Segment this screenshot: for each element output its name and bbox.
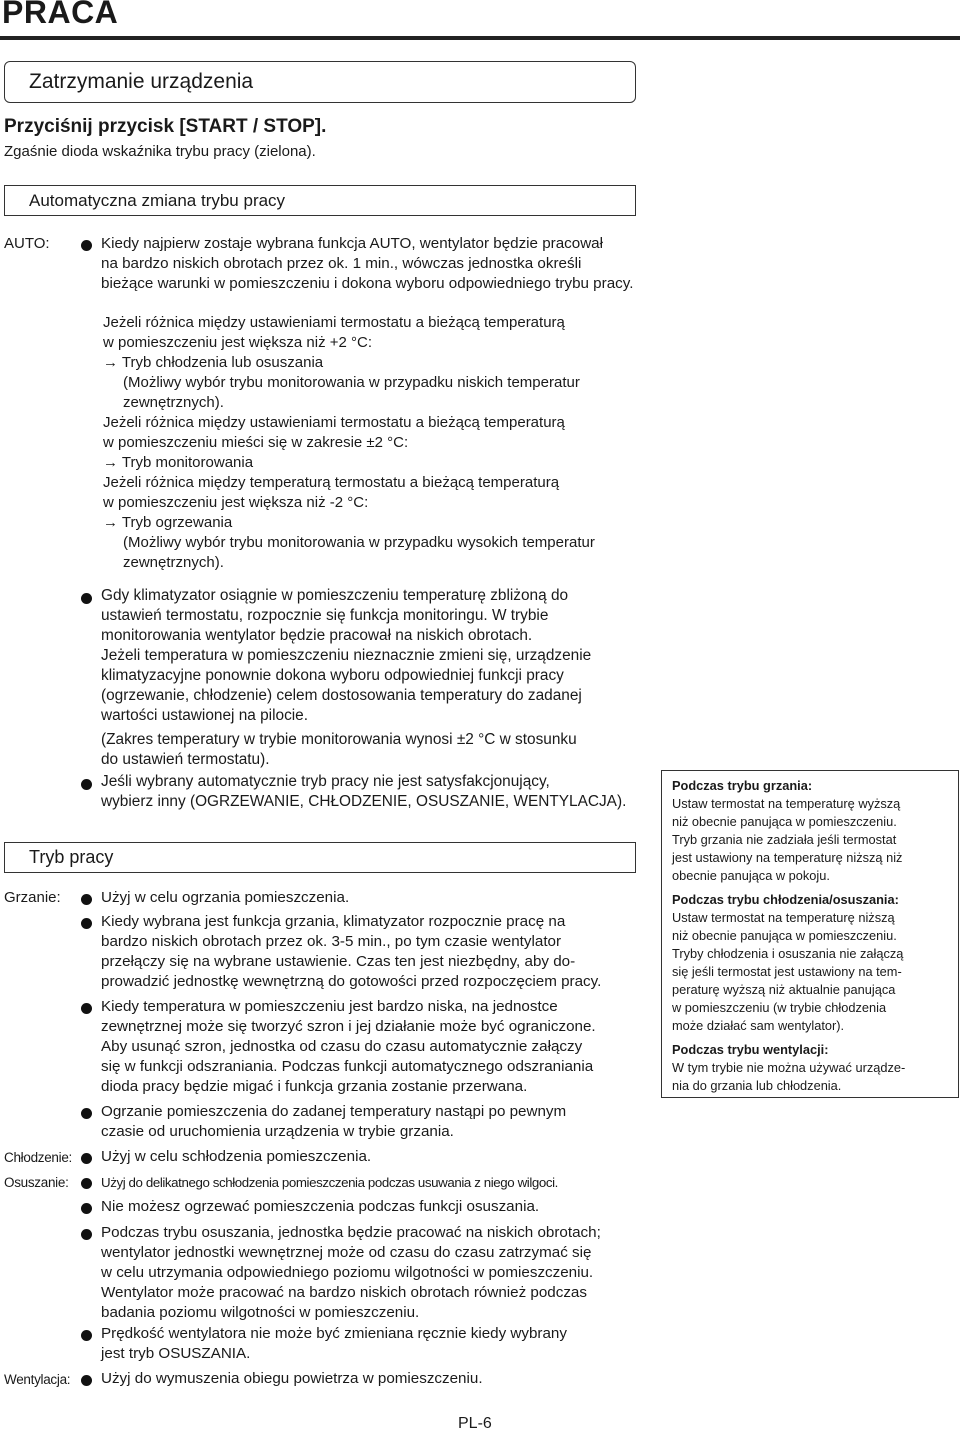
text-line: się jeśli termostat jest ustawiony na tem- [672, 964, 902, 979]
text-line: Nie możesz ogrzewać pomieszczenia podczas funkcji osuszania. [101, 1198, 540, 1215]
text-line: do ustawień termostatu). [101, 751, 270, 768]
text-line: obecnie panująca w pokoju. [672, 868, 830, 883]
bullet-icon [81, 1153, 92, 1164]
sidebar-fan [672, 1041, 948, 1095]
bullet-icon [81, 1003, 92, 1014]
auto-bullet-2 [101, 586, 641, 770]
bullet-icon [81, 240, 92, 251]
page-number: PL-6 [458, 1415, 492, 1432]
fan-item: Użyj do wymuszenia obiegu powietrza w pomieszczeniu. [101, 1370, 483, 1387]
heating-item-1 [101, 888, 641, 908]
text-line: Kiedy wybrana jest funkcja grzania, klimatyzator rozpocznie pracę na [101, 913, 566, 930]
drying-item-2 [101, 1197, 641, 1217]
text-line: Ustaw termostat na temperaturę wyższą [672, 796, 901, 811]
text-line: Użyj w celu ogrzania pomieszczenia. [101, 889, 350, 906]
text-line: przełączy się na wybrane ustawienie. Czas ten jest niezbędny, aby do- [101, 953, 576, 970]
bullet-icon [81, 593, 92, 604]
text-line: w pomieszczeniu jest większa niż -2 °C: [103, 494, 369, 511]
text-line: (ogrzewanie, chłodzenie) celem dostosowania temperatury do zadanej [101, 687, 582, 704]
text-line: badania poziomu wilgotności w pomieszczeniu. [101, 1304, 420, 1321]
drying-item-4 [101, 1324, 641, 1364]
cooling-label: Chłodzenie: [4, 1150, 72, 1165]
text-line: niż obecnie panująca w pomieszczeniu. [672, 814, 897, 829]
bullet-icon [81, 1330, 92, 1341]
heating-item-3 [101, 997, 641, 1097]
section-box-auto [4, 185, 636, 216]
text-line: Kiedy najpierw zostaje wybrana funkcja AUTO, wentylator będzie pracował [101, 235, 604, 252]
text-line: Jeżeli różnica między ustawieniami termostatu a bieżącą temperaturą [103, 414, 565, 431]
text-line: Ogrzanie pomieszczenia do zadanej temperatury nastąpi po pewnym [101, 1103, 567, 1120]
drying-item-3 [101, 1223, 641, 1323]
bullet-icon [81, 1108, 92, 1119]
bullet-icon [81, 779, 92, 790]
sidebar-cooling [672, 891, 948, 1035]
text-line: Podczas trybu osuszania, jednostka będzie pracować na niskich obrotach; [101, 1224, 601, 1241]
fan-label: Wentylacja: [4, 1372, 71, 1387]
text-line: (Zakres temperatury w trybie monitorowania wynosi ±2 °C w stosunku [101, 731, 577, 748]
text-line: może działać sam wentylator). [672, 1018, 845, 1033]
text-line: Użyj do delikatnego schłodzenia pomieszczenia podczas usuwania z niego wilgoci. [101, 1175, 558, 1190]
text-line: bardzo niskich obrotach przez ok. 3-5 min., po tym czasie wentylator [101, 933, 562, 950]
header-divider [0, 36, 960, 40]
text-line: (Możliwy wybór trybu monitorowania w przypadku niskich temperatur [123, 374, 580, 391]
text-line: dioda pracy będzie migać i funkcja grzania zostanie przerwana. [101, 1078, 528, 1095]
text-line: zewnętrznych). [123, 554, 224, 571]
text-line: jest ustawiony na temperaturę niższą niż [672, 850, 903, 865]
sidebar-note-box [661, 770, 959, 1098]
bullet-icon [81, 1229, 92, 1240]
text-line: Aby usunąć szron, jednostka od czasu do czasu automatycznie załączy [101, 1038, 583, 1055]
text-line: w pomieszczeniu (w trybie chłodzenia [672, 1000, 887, 1015]
stop-note: Zgaśnie dioda wskaźnika trybu pracy (zielona). [4, 143, 316, 160]
bullet-icon [81, 894, 92, 905]
sidebar-heading: Podczas trybu wentylacji: [672, 1042, 829, 1057]
text-line: Wentylator może pracować na bardzo niskich obrotach również podczas [101, 1284, 587, 1301]
text-line: → Tryb monitorowania [103, 454, 254, 471]
bullet-icon [81, 1203, 92, 1214]
text-line: W tym trybie nie można używać urządze- [672, 1060, 906, 1075]
text-line: bieżące warunki w pomieszczeniu i dokona wyboru odpowiedniego trybu pracy. [101, 275, 634, 292]
text-line: w pomieszczeniu mieści się w zakresie ±2 °C: [103, 434, 409, 451]
drying-label: Osuszanie: [4, 1175, 69, 1190]
text-line: Tryb grzania nie zadziała jeśli termostat [672, 832, 897, 847]
text-line: zewnętrznej może się tworzyć szron i jej działanie może być ograniczone. [101, 1018, 596, 1035]
section-box-stop [4, 61, 636, 103]
heating-item-2 [101, 912, 641, 992]
section-title-modes: Tryb pracy [29, 847, 114, 867]
auto-bullet-3 [101, 772, 641, 812]
text-line: wybierz inny (OGRZEWANIE, CHŁODZENIE, OSUSZANIE, WENTYLACJA). [101, 793, 627, 810]
text-line: Jeżeli różnica między ustawieniami termostatu a bieżącą temperaturą [103, 314, 565, 331]
sidebar-heading: Podczas trybu grzania: [672, 778, 813, 793]
text-line: nia do grzania lub chłodzenia. [672, 1078, 842, 1093]
text-line: Gdy klimatyzator osiągnie w pomieszczeniu temperaturę zbliżoną do [101, 587, 569, 604]
text-line: monitorowania wentylator będzie pracował na niskich obrotach. [101, 627, 533, 644]
text-line: zewnętrznych). [123, 394, 224, 411]
text-line: → Tryb ogrzewania [103, 514, 233, 531]
text-line: peraturę wyższą niż aktualnie panująca [672, 982, 896, 997]
text-line: Kiedy temperatura w pomieszczeniu jest bardzo niska, na jednostce [101, 998, 558, 1015]
page-title: PRACA [2, 0, 119, 30]
sidebar-heating [672, 777, 948, 885]
stop-instruction: Przyciśnij przycisk [START / STOP]. [4, 116, 327, 137]
text-line: Tryby chłodzenia i osuszania nie załączą [672, 946, 904, 961]
cooling-item: Użyj w celu schłodzenia pomieszczenia. [101, 1148, 372, 1165]
heating-label: Grzanie: [4, 889, 61, 906]
text-line: Jeżeli różnica między temperaturą termostatu a bieżącą temperaturą [103, 474, 560, 491]
text-line: w pomieszczeniu jest większa niż +2 °C: [103, 334, 373, 351]
sidebar-heading: Podczas trybu chłodzenia/osuszania: [672, 892, 899, 907]
text-line: wartości ustawionej na pilocie. [101, 707, 309, 724]
bullet-icon [81, 1178, 92, 1189]
text-line: ustawień termostatu, rozpocznie się funkcja monitoringu. W trybie [101, 607, 549, 624]
heating-item-4 [101, 1102, 641, 1142]
text-line: Jeżeli temperatura w pomieszczeniu nieznacznie zmieni się, urządzenie [101, 647, 592, 664]
bullet-icon [81, 918, 92, 929]
text-line: → Tryb chłodzenia lub osuszania [103, 354, 324, 371]
text-line: w celu utrzymania odpowiedniego poziomu wilgotności w pomieszczeniu. [101, 1264, 594, 1281]
text-line: niż obecnie panująca w pomieszczeniu. [672, 928, 897, 943]
section-box-modes [4, 842, 636, 873]
text-line: klimatyzacyjne ponownie dokona wyboru odpowiedniej funkcji pracy [101, 667, 564, 684]
text-line: czasie od uruchomienia urządzenia w trybie grzania. [101, 1123, 454, 1140]
text-line: na bardzo niskich obrotach przez ok. 1 min., wówczas jednostka określi [101, 255, 582, 272]
text-line: (Możliwy wybór trybu monitorowania w przypadku wysokich temperatur [123, 534, 595, 551]
auto-bullet-1 [101, 234, 641, 294]
text-line: prowadzić jednostkę wewnętrzną do gotowości przed rozpoczęciem pracy. [101, 973, 602, 990]
section-title-auto: Automatyczna zmiana trybu pracy [29, 190, 286, 210]
auto-label: AUTO: [4, 235, 50, 252]
section-title-stop: Zatrzymanie urządzenia [29, 70, 254, 93]
drying-item-1 [101, 1173, 641, 1193]
text-line: Jeśli wybrany automatycznie tryb pracy nie jest satysfakcjonujący, [101, 773, 550, 790]
bullet-icon [81, 1375, 92, 1386]
text-line: wentylator jednostki wewnętrznej może od czasu do czasu zatrzymać się [101, 1244, 592, 1261]
text-line: jest tryb OSUSZANIA. [101, 1345, 251, 1362]
text-line: Ustaw termostat na temperaturę niższą [672, 910, 895, 925]
text-line: się w funkcji odszraniania. Podczas funkcji automatycznego odszraniania [101, 1058, 594, 1075]
text-line: Prędkość wentylatora nie może być zmieniana ręcznie kiedy wybrany [101, 1325, 567, 1342]
auto-conditions [103, 313, 643, 573]
